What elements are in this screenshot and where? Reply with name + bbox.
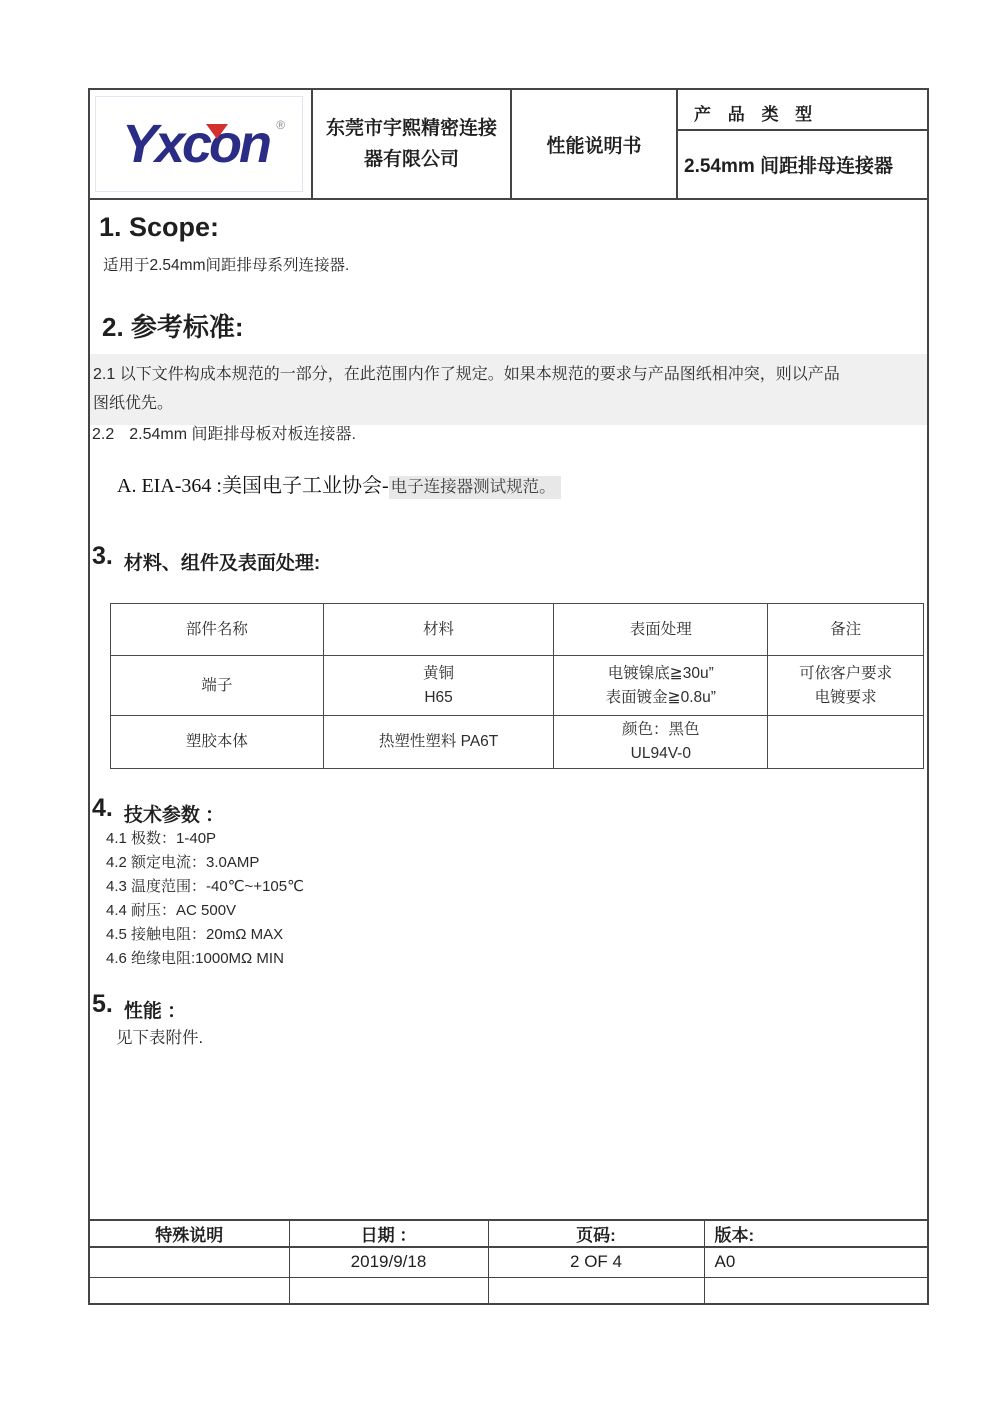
product-type-cell bbox=[678, 90, 927, 198]
footer-values-row bbox=[90, 1247, 927, 1277]
section-4-title bbox=[92, 796, 224, 827]
product-type-value: 2.54mm 间距排母连接器 bbox=[684, 156, 894, 177]
footer-special-notes-value bbox=[90, 1247, 289, 1277]
cell-line: 电镀要求 bbox=[814, 688, 877, 706]
section-3-title bbox=[92, 544, 320, 575]
cell-note bbox=[768, 716, 924, 769]
empty-cell bbox=[90, 1277, 289, 1303]
item-a-highlight: 电子连接器测试规范。 bbox=[389, 476, 561, 499]
company-name-line1: 东莞市宇熙精密连接 bbox=[325, 118, 497, 139]
footer-date-value: 2019/9/18 bbox=[289, 1247, 488, 1277]
cell-line: UL94V-0 bbox=[630, 745, 691, 762]
footer-header-date: 日期 ： bbox=[289, 1220, 488, 1247]
logo-triangle-icon bbox=[206, 124, 228, 139]
logo-text: Yxcon bbox=[121, 114, 270, 174]
document-frame bbox=[88, 88, 929, 1305]
table-row bbox=[111, 716, 924, 769]
doc-type-cell bbox=[512, 90, 678, 198]
item-a-prefix: A. EIA-364 :美国电子工业协会- bbox=[117, 475, 389, 497]
cell-part: 端子 bbox=[111, 656, 324, 716]
cell-finish bbox=[554, 656, 768, 716]
materials-header-part: 部件名称 bbox=[111, 604, 324, 656]
list-item: 4.3 温度范围：-40℃~+105℃ bbox=[106, 878, 304, 895]
list-item: 4.5 接触电阻：20mΩ MAX bbox=[106, 926, 284, 943]
empty-cell bbox=[289, 1277, 488, 1303]
cell-line: H65 bbox=[424, 688, 453, 706]
cell-note bbox=[768, 656, 924, 716]
doc-type-label: 性能说明书 bbox=[546, 135, 642, 157]
materials-header-material: 材料 bbox=[323, 604, 554, 656]
reference-paragraph-2-2 bbox=[92, 421, 356, 444]
cell-line: 黄铜 bbox=[423, 664, 455, 682]
list-item: 4.2 额定电流：3.0AMP bbox=[106, 854, 260, 871]
company-name-cell bbox=[313, 90, 512, 198]
section-5-body: 见下表附件. bbox=[116, 1029, 204, 1047]
cell-line: 表面镀金≧0.8u” bbox=[605, 688, 716, 706]
paragraph-2-2-text: 2.54mm 间距排母板对板连接器. bbox=[129, 426, 356, 443]
paragraph-2-1-line2: 图纸优先。 bbox=[93, 395, 174, 412]
reference-paragraph-2-1 bbox=[90, 354, 927, 425]
footer-page-value: 2 OF 4 bbox=[488, 1247, 704, 1277]
footer-header-row bbox=[90, 1220, 927, 1247]
company-name-line2: 器有限公司 bbox=[363, 149, 459, 170]
paragraph-2-1-line1: 2.1 以下文件构成本规范的一部分，在此范围内作了规定。如果本规范的要求与产品图纸相冲突，则以产品 bbox=[93, 366, 840, 383]
cell-material bbox=[323, 656, 554, 716]
footer-header-page: 页码: bbox=[488, 1220, 704, 1247]
list-item: 4.6 绝缘电阻:1000MΩ MIN bbox=[106, 950, 284, 967]
materials-header-finish: 表面处理 bbox=[554, 604, 768, 656]
footer-version-value: A0 bbox=[704, 1247, 927, 1277]
section-4-number: 4. bbox=[92, 794, 113, 822]
materials-table bbox=[110, 603, 924, 769]
empty-cell bbox=[488, 1277, 704, 1303]
tech-parameter-list bbox=[106, 827, 304, 971]
section-2-title: 2. 参考标准: bbox=[102, 312, 244, 342]
cell-line: 颜色：黑色 bbox=[622, 721, 700, 738]
company-logo bbox=[121, 114, 286, 174]
list-item: 4.4 耐压：AC 500V bbox=[106, 902, 237, 919]
header-table bbox=[90, 90, 927, 200]
product-category-label: 产 品 类 型 bbox=[678, 90, 927, 131]
section-4-label: 技术参数 ： bbox=[123, 805, 225, 826]
cell-line: 电镀镍底≧30u” bbox=[607, 664, 714, 682]
section-1-body: 适用于2.54mm间距排母系列连接器. bbox=[103, 257, 350, 274]
paragraph-2-2-number: 2.2 bbox=[92, 426, 115, 443]
list-item: 4.1 极数：1-40P bbox=[106, 830, 217, 847]
section-5-title bbox=[92, 992, 186, 1023]
section-3-number: 3. bbox=[92, 542, 113, 570]
table-row bbox=[111, 656, 924, 716]
section-5-number: 5. bbox=[92, 990, 113, 1018]
reference-item-a bbox=[117, 469, 561, 498]
footer-header-version: 版本: bbox=[704, 1220, 927, 1247]
cell-material: 热塑性塑料 PA6T bbox=[323, 716, 554, 769]
materials-header-row bbox=[111, 604, 924, 656]
section-1-title: 1. Scope: bbox=[99, 212, 220, 242]
footer-header-special-notes: 特殊说明 bbox=[90, 1220, 289, 1247]
cell-part: 塑胶本体 bbox=[111, 716, 324, 769]
footer-empty-row bbox=[90, 1277, 927, 1303]
logo-cell bbox=[90, 90, 313, 198]
empty-cell bbox=[704, 1277, 927, 1303]
registered-mark-icon: ® bbox=[276, 118, 286, 132]
section-3-label: 材料、组件及表面处理: bbox=[123, 553, 321, 574]
section-5-label: 性能 ： bbox=[123, 1001, 187, 1022]
footer-table bbox=[90, 1219, 927, 1303]
cell-line: 可依客户要求 bbox=[799, 664, 893, 682]
materials-header-note: 备注 bbox=[768, 604, 924, 656]
cell-finish bbox=[554, 716, 768, 769]
